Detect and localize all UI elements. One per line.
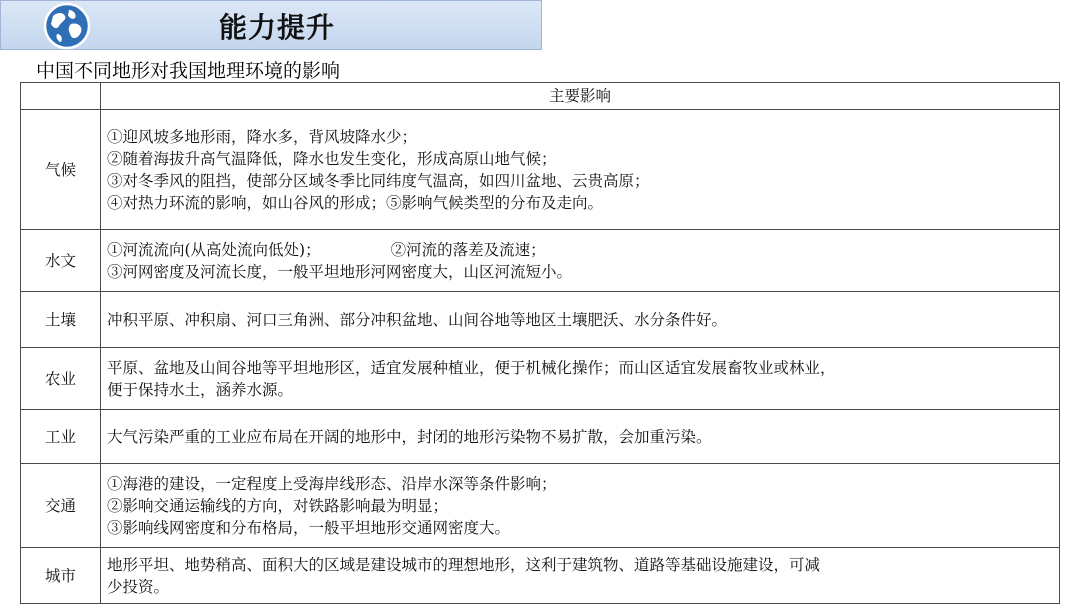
row-content: [101, 410, 1060, 464]
content-line: ②影响交通运输线的方向，对铁路影响最为明显；: [107, 496, 449, 515]
table-row-hydrology: [21, 230, 1060, 292]
row-content: [101, 464, 1060, 548]
row-category: 农业: [21, 348, 101, 410]
row-category: 气候: [21, 110, 101, 230]
table-header-row: [21, 83, 1060, 110]
table-row-city: [21, 548, 1060, 604]
content-line: ①海港的建设，一定程度上受海岸线形态、沿岸水深等条件影响；: [107, 474, 557, 493]
content-line: ②随着海拔升高气温降低，降水也发生变化，形成高原山地气候；: [107, 149, 557, 168]
row-content: [101, 230, 1060, 292]
content-line: 地形平坦、地势稍高、面积大的区域是建设城市的理想地形，这利于建筑物、道路等基础设施建设，可减: [107, 555, 821, 574]
row-category: 水文: [21, 230, 101, 292]
impact-table: [20, 82, 1060, 604]
row-content: [101, 292, 1060, 348]
page-subtitle: 中国不同地形对我国地理环境的影响: [36, 60, 341, 82]
content-line: ③对冬季风的阻挡，使部分区域冬季比同纬度气温高，如四川盆地、云贵高原；: [107, 171, 650, 190]
banner-title: 能力提升: [219, 11, 336, 44]
content-line: ③影响线网密度和分布格局，一般平坦地形交通网密度大。: [107, 518, 511, 537]
content-line: ③河网密度及河流长度，一般平坦地形河网密度大，山区河流短小。: [107, 262, 573, 281]
row-category: 工业: [21, 410, 101, 464]
content-line: [107, 239, 1053, 261]
globe-icon: [43, 2, 91, 50]
content-line: ①迎风坡多地形雨，降水多，背风坡降水少；: [107, 127, 418, 146]
content-line: 冲积平原、冲积扇、河口三角洲、部分冲积盆地、山间谷地等地区土壤肥沃、水分条件好。: [107, 310, 728, 329]
row-category: 城市: [21, 548, 101, 604]
header-corner-cell: [21, 83, 101, 110]
content-line: 便于保持水土，涵养水源。: [107, 380, 294, 399]
table-row-industry: [21, 410, 1060, 464]
row-category: 土壤: [21, 292, 101, 348]
title-banner: [0, 0, 542, 50]
content-line: 平原、盆地及山间谷地等平坦地形区，适宜发展种植业，便于机械化操作；而山区适宜发展畜牧业或林业，: [107, 358, 836, 377]
row-content: [101, 110, 1060, 230]
table-row-climate: [21, 110, 1060, 230]
content-line: 少投资。: [107, 577, 170, 596]
content-line: 大气污染严重的工业应布局在开阔的地形中，封闭的地形污染物不易扩散，会加重污染。: [107, 427, 712, 446]
content-line: ④对热力环流的影响，如山谷风的形成；⑤影响气候类型的分布及走向。: [107, 193, 604, 212]
row-content: [101, 548, 1060, 604]
table-row-soil: [21, 292, 1060, 348]
content-segment: ①河流流向(从高处流向低处)；: [107, 240, 321, 259]
table-row-agriculture: [21, 348, 1060, 410]
content-segment: ②河流的落差及流速；: [390, 240, 546, 259]
row-content: [101, 348, 1060, 410]
header-main-impact: 主要影响: [101, 83, 1060, 110]
row-category: 交通: [21, 464, 101, 548]
table-row-transport: [21, 464, 1060, 548]
